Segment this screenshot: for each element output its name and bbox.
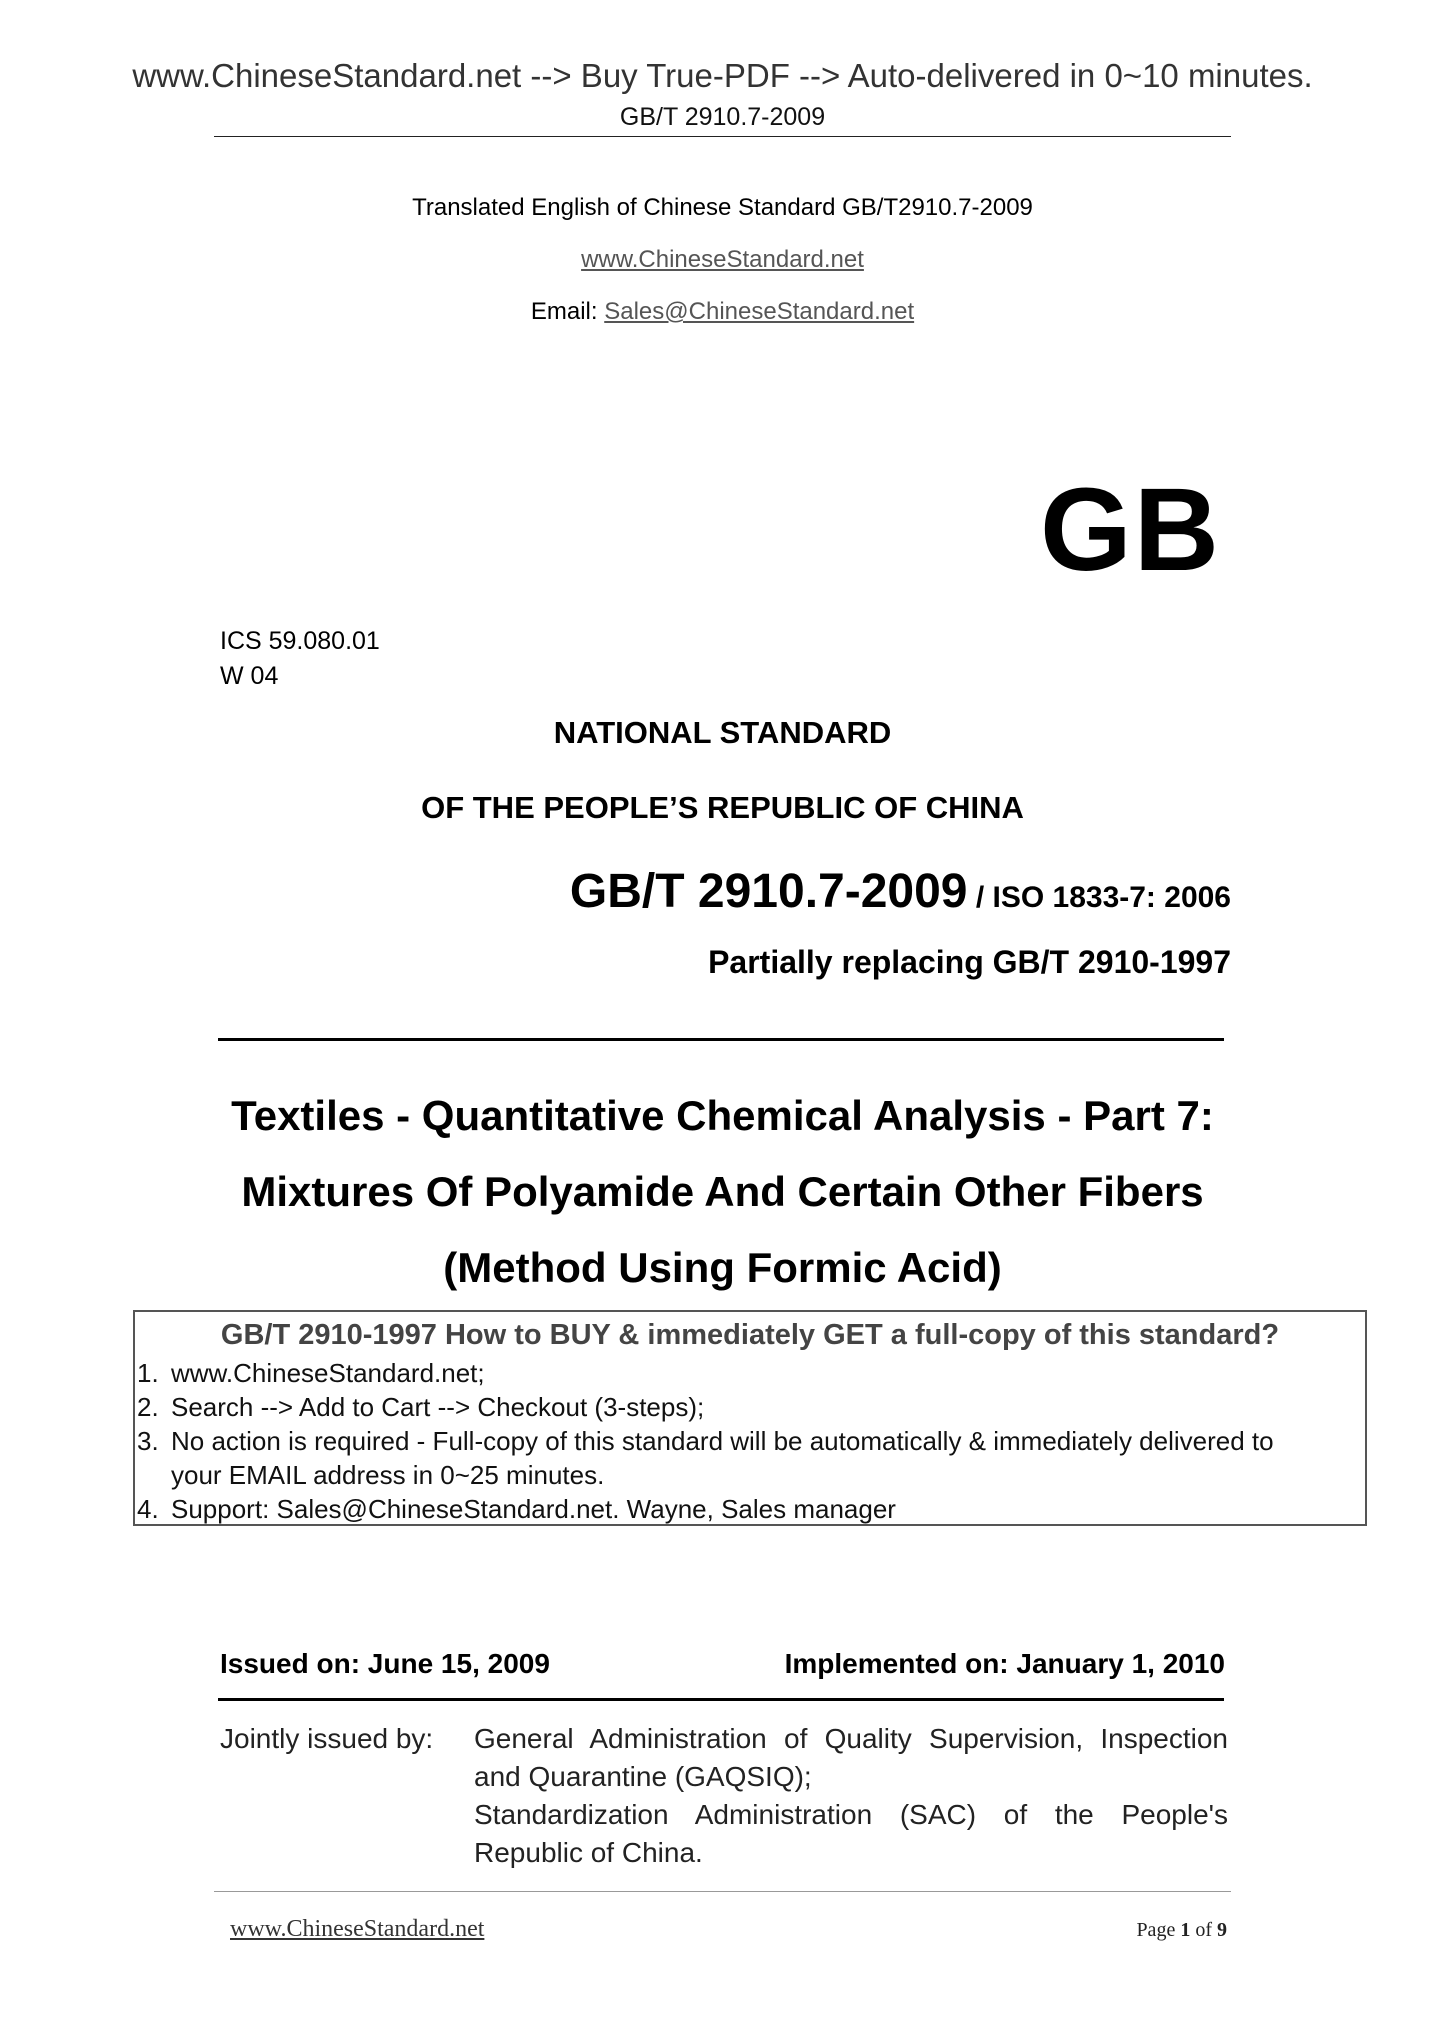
page-number: [1136, 1916, 1227, 1944]
implemented-date: Implemented on: January 1, 2010: [784, 1648, 1225, 1679]
header-divider: [214, 136, 1231, 137]
issuer-gaqsiq: General Administration of Quality Supervision, Inspection and Quarantine (GAQSIQ);: [474, 1723, 1228, 1792]
email-label: Email:: [530, 298, 605, 325]
list-item-text: Search --> Add to Cart --> Checkout (3-steps);: [171, 1392, 705, 1422]
document-title: [0, 1078, 1445, 1306]
buy-instructions-box: [133, 1310, 1367, 1526]
country-heading: OF THE PEOPLE’S REPUBLIC OF CHINA: [421, 790, 1024, 825]
buy-box-title: GB/T 2910-1997 How to BUY & immediately GET a full-copy of this standard?: [220, 1319, 1280, 1351]
email-link[interactable]: Sales@ChineseStandard.net: [604, 298, 915, 325]
buy-steps-list: [137, 1356, 1357, 1526]
title-line-1: Textiles - Quantitative Chemical Analysis - Part 7:: [231, 1092, 1214, 1139]
list-item: [137, 1458, 1357, 1492]
issuers-label: Jointly issued by:: [220, 1723, 434, 1754]
list-item-number: 4.: [137, 1494, 159, 1524]
classification-codes: [220, 624, 380, 694]
list-item: [137, 1424, 1357, 1458]
standard-number: [570, 862, 1231, 933]
dates-divider: [218, 1698, 1224, 1701]
title-line-3: (Method Using Formic Acid): [443, 1244, 1002, 1291]
issued-date: Issued on: June 15, 2009: [220, 1648, 550, 1679]
list-item-text: Support: Sales@ChineseStandard.net. Wayne, Sales manager: [171, 1494, 896, 1524]
replacing-note: Partially replacing GB/T 2910-1997: [708, 944, 1231, 980]
list-item-number: 2.: [137, 1392, 159, 1422]
gb-number: GB/T 2910.7-2009: [569, 865, 968, 918]
list-item-text: your EMAIL address in 0~25 minutes.: [171, 1460, 605, 1490]
national-standard-heading: NATIONAL STANDARD: [553, 715, 892, 750]
list-item-number: [137, 1458, 171, 1492]
page-of-label: of: [1190, 1919, 1217, 1941]
top-banner: www.ChineseStandard.net --> Buy True-PDF --> Auto-delivered in 0~10 minutes.: [132, 57, 1313, 94]
list-item-number: 3.: [137, 1426, 159, 1456]
email-line: [0, 297, 1445, 327]
gb-logo: GB: [1040, 464, 1221, 596]
list-item-text: No action is required - Full-copy of this standard will be automatically & immediately delivered to: [171, 1426, 1274, 1456]
ics-code: ICS 59.080.01: [220, 627, 380, 655]
translated-notice: Translated English of Chinese Standard GB/T2910.7-2009: [412, 194, 1033, 221]
header-standard-code: GB/T 2910.7-2009: [619, 103, 826, 131]
total-pages: 9: [1217, 1919, 1227, 1941]
list-item-number: 1.: [137, 1358, 159, 1388]
ccs-code: W 04: [220, 662, 279, 690]
page-label: Page: [1136, 1919, 1181, 1941]
footer-website-link[interactable]: www.ChineseStandard.net: [230, 1916, 485, 1942]
title-line-2: Mixtures Of Polyamide And Certain Other Fibers: [241, 1168, 1204, 1215]
iso-number: / ISO 1833-7: 2006: [967, 881, 1231, 914]
list-item: [137, 1390, 1357, 1424]
issuer-sac: Standardization Administration (SAC) of the People's Republic of China.: [474, 1799, 1228, 1868]
list-item: [137, 1356, 1357, 1390]
current-page: 1: [1180, 1919, 1191, 1941]
footer-divider: [214, 1891, 1231, 1892]
title-divider: [218, 1038, 1224, 1041]
list-item-text: www.ChineseStandard.net;: [171, 1358, 485, 1388]
issuers-list: [474, 1720, 1228, 1872]
website-link[interactable]: www.ChineseStandard.net: [581, 246, 864, 273]
list-item: [137, 1492, 1357, 1526]
website-line: [0, 245, 1445, 275]
